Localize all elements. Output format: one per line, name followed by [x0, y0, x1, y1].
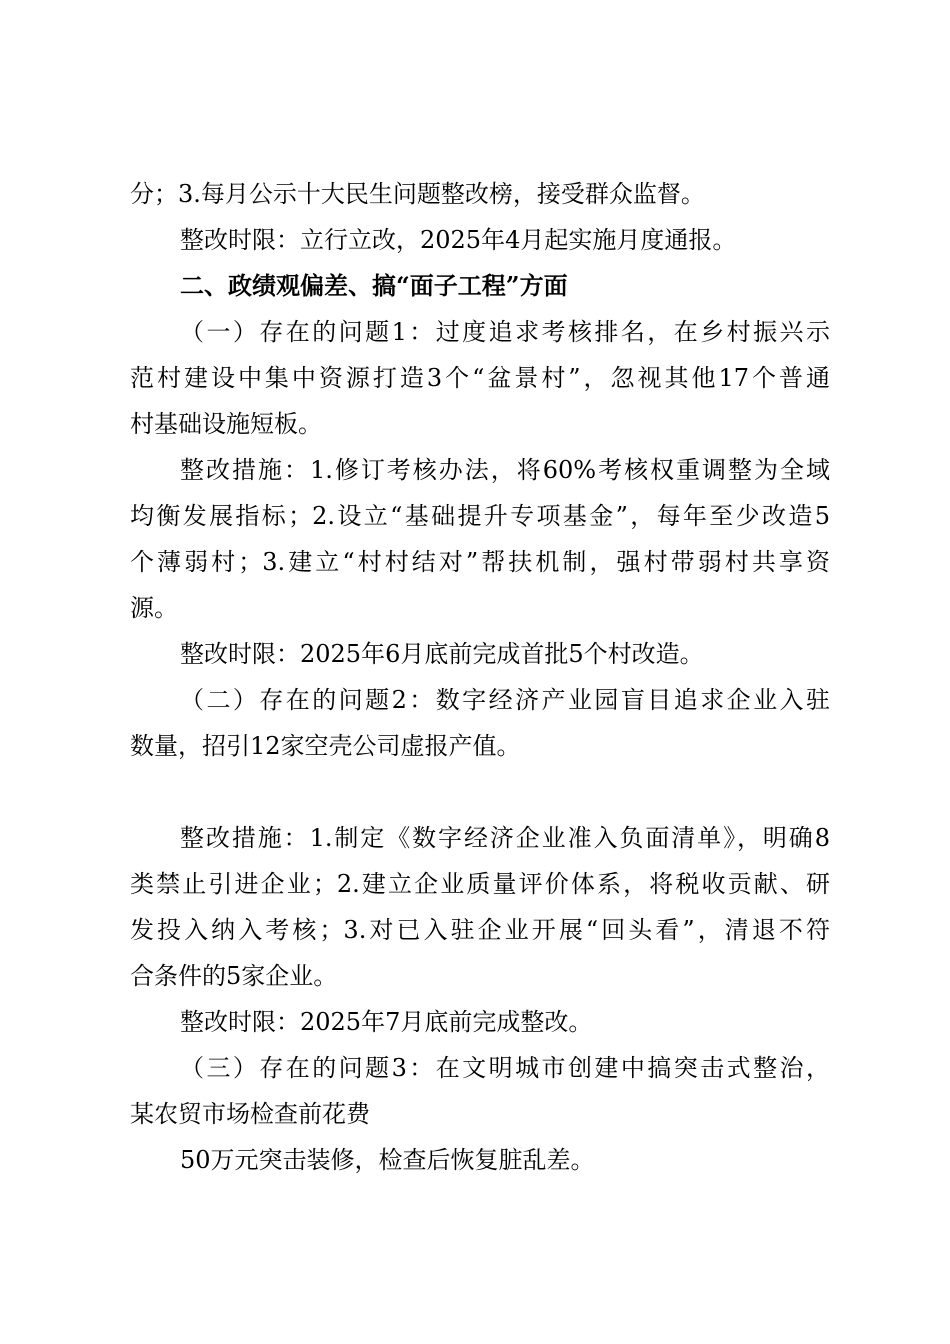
measures-1-line: 整改措施：1.修订考核办法，将60%考核权重调整为全域 [180, 456, 830, 484]
measures-1-line: 源。 [130, 594, 178, 622]
measures-2-line: 类禁止引进企业；2.建立企业质量评价体系，将税收贡献、研 [130, 870, 830, 898]
measures-2-line: 合条件的5家企业。 [130, 962, 338, 990]
problem-2-line: 数量，招引12家空壳公司虚报产值。 [130, 732, 521, 760]
problem-1-line: 范村建设中集中资源打造3个“盆景村”，忽视其他17个普通 [130, 364, 830, 392]
section-heading: 二、政绩观偏差、搞“面子工程”方面 [180, 271, 568, 300]
measures-1-line: 均衡发展指标；2.设立“基础提升专项基金”，每年至少改造5 [130, 502, 830, 530]
deadline-paragraph: 整改时限：立行立改，2025年4月起实施月度通报。 [180, 226, 737, 254]
problem-1-line: 村基础设施短板。 [130, 410, 322, 438]
problem-2-line: （二）存在的问题2：数字经济产业园盲目追求企业入驻 [180, 686, 830, 714]
measures-1-line: 个薄弱村；3.建立“村村结对”帮扶机制，强村带弱村共享资 [130, 548, 830, 576]
problem-3-line: （三）存在的问题3：在文明城市创建中搞突击式整治， [180, 1054, 830, 1082]
measures-2-line: 发投入纳入考核；3.对已入驻企业开展“回头看”，清退不符 [130, 916, 830, 944]
problem-1-line: （一）存在的问题1：过度追求考核排名，在乡村振兴示 [180, 318, 830, 346]
deadline-2: 整改时限：2025年7月底前完成整改。 [180, 1008, 593, 1036]
problem-3-line: 某农贸市场检查前花费 [130, 1100, 370, 1128]
deadline-1: 整改时限：2025年6月底前完成首批5个村改造。 [180, 640, 704, 668]
continuation-line: 分；3.每月公示十大民生问题整改榜，接受群众监督。 [130, 180, 705, 208]
problem-3-continuation: 50万元突击装修，检查后恢复脏乱差。 [180, 1146, 595, 1174]
measures-2-line: 整改措施：1.制定《数字经济企业准入负面清单》，明确8 [180, 824, 830, 852]
